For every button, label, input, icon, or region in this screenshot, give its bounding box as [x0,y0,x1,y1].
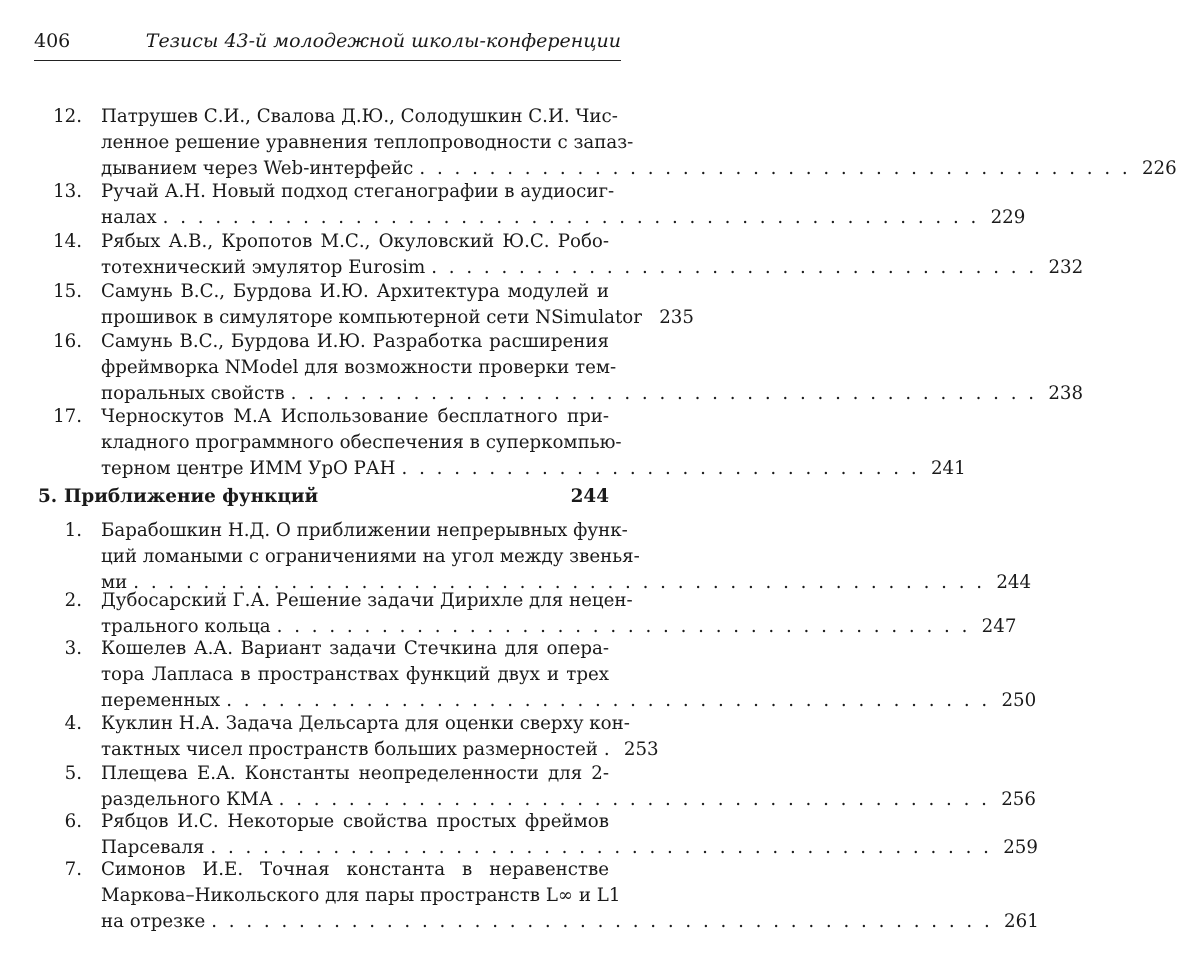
entry-text-end: поральных свойств [101,383,285,404]
entry-text-end: налах [101,207,157,228]
entry-text-line: тора Лапласа в пространствах функций двух и трех [101,664,609,685]
entry-text-line: Черноскутов М.А Использование бесплатного при- [101,406,609,427]
entry-page: 256 [1001,789,1036,810]
entry-page: 232 [1048,257,1084,278]
entry-number: 12. [53,106,82,127]
entry-page: 247 [981,616,1017,637]
entry-page: 244 [996,572,1032,593]
entry-page: 259 [1003,837,1038,858]
entry-number: 3. [64,638,82,659]
entry-last-line [101,207,1026,228]
entry-text-end: переменных [101,690,221,711]
entry-text-end: Парсеваля [101,837,205,858]
entry-text-line: Симонов И.Е. Точная константа в неравенстве [101,859,609,880]
entry-last-line [101,837,1038,858]
entry-page: 235 [659,307,694,328]
entry-page: 250 [1001,690,1037,711]
entry-page: 253 [623,739,659,760]
entry-text-line: Барабошкин Н.Д. О приближении непрерывных функ- [101,520,628,541]
entry-text-end: терном центре ИММ УрО РАН [101,458,396,479]
entry-text-line: ций ломаными с ограничениями на угол между звенья- [101,546,640,567]
leader-dots: . . . . . . . . . . . . . . . . . . . . . . . . . . . . . . . . . . . [431,257,1038,278]
entry-last-line [101,739,659,760]
entry-number: 2. [64,590,82,611]
entry-page: 226 [1141,158,1177,179]
leader-dots: . . . . . . . . . . . . . . . . . . . . . . . . . . . . . . . . . . . . . . . . . . . . . [211,911,993,932]
leader-dots: . [603,739,613,760]
entry-number: 7. [64,859,82,880]
entry-text-line: ленное решение уравнения теплопроводности с запаз- [101,132,634,153]
leader-dots: . . . . . . . . . . . . . . . . . . . . . . . . . . . . . . [401,458,920,479]
leader-dots: . . . . . . . . . . . . . . . . . . . . . . . . . . . . . . . . . . . . . . . . . [278,789,990,810]
leader-dots: . . . . . . . . . . . . . . . . . . . . . . . . . . . . . . . . . . . . . . . . . . . [290,383,1038,404]
entry-last-line [101,158,1177,179]
entry-number: 13. [53,181,82,202]
entry-number: 4. [64,713,82,734]
entry-text-end: на отрезке [101,911,206,932]
entry-number: 14. [53,231,82,252]
entry-text-line: Плещева Е.А. Константы неопределенности для 2- [101,763,609,784]
entry-last-line [101,458,966,479]
entry-page: 241 [930,458,966,479]
entry-text-end: трального кольца [101,616,271,637]
leader-dots: . . . . . . . . . . . . . . . . . . . . . . . . . . . . . . . . . . . . . . . . . . . . . [210,837,992,858]
entry-text-line: Кошелев А.А. Вариант задачи Стечкина для опера- [101,638,609,659]
entry-text-end: ми [101,572,128,593]
entry-last-line [101,690,1037,711]
entry-text-line: Рябых А.В., Кропотов М.С., Окуловский Ю.С. Робо- [101,231,609,252]
entry-last-line [101,911,1039,932]
entry-number: 15. [53,281,82,302]
page-number: 406 [34,30,71,52]
entry-text-line: Патрушев С.И., Свалова Д.Ю., Солодушкин С.И. Чис- [101,106,618,127]
entry-text-line: фреймворка NModel для возможности проверки тем- [101,357,617,378]
entry-last-line [101,616,1017,637]
entry-text-line: кладного программного обеспечения в суперкомпью- [101,432,622,453]
entry-text-end: тактных чисел пространств больших размерностей [101,739,598,760]
entry-text-end: дыванием через Web-интерфейс [101,158,414,179]
entry-last-line [101,383,1084,404]
entry-last-line [101,307,694,328]
entry-number: 17. [53,406,82,427]
entry-last-line [101,789,1036,810]
entry-number: 5. [64,763,82,784]
running-header [34,30,621,61]
entry-last-line [101,257,1084,278]
entry-text-line: Куклин Н.А. Задача Дельсарта для оценки сверху кон- [101,713,630,734]
leader-dots: . . . . . . . . . . . . . . . . . . . . . . . . . . . . . . . . . . . . . . . . . . . . . . . [162,207,980,228]
entry-page: 229 [990,207,1026,228]
entry-text-end: прошивок в симуляторе компьютерной сети NSimulator [101,307,642,328]
running-title: Тезисы 43-й молодежной школы-конференции [145,30,621,52]
section-title: Приближение функций [64,486,319,507]
entry-text-line: Дубосарский Г.А. Решение задачи Дирихле для нецен- [101,590,633,611]
entry-number: 16. [53,331,82,352]
entry-text-end: раздельного КМА [101,789,273,810]
leader-dots: . . . . . . . . . . . . . . . . . . . . . . . . . . . . . . . . . . . . . . . . . . . . [226,690,991,711]
entry-page: 238 [1048,383,1084,404]
leader-dots: . . . . . . . . . . . . . . . . . . . . . . . . . . . . . . . . . . . . . . . . . . . . . . . . . [133,572,986,593]
entry-text-line: Рябцов И.С. Некоторые свойства простых фреймов [101,811,609,832]
section-number: 5. [38,486,58,507]
leader-dots: . . . . . . . . . . . . . . . . . . . . . . . . . . . . . . . . . . . . . . . . . [419,158,1131,179]
entry-text-line: Самунь В.С., Бурдова И.Ю. Архитектура модулей и [101,281,609,302]
section-page: 244 [570,486,609,507]
entry-text-line: Маркова–Никольского для пары пространств L∞ и L1 [101,885,621,906]
entry-text-line: Самунь В.С., Бурдова И.Ю. Разработка расширения [101,331,609,352]
entry-page: 261 [1004,911,1039,932]
entry-text-line: Ручай А.Н. Новый подход стеганографии в аудиосиг- [101,181,615,202]
entry-text-end: тотехнический эмулятор Eurosim [101,257,426,278]
leader-dots: . . . . . . . . . . . . . . . . . . . . . . . . . . . . . . . . . . . . . . . . [276,616,971,637]
entry-number: 6. [64,811,82,832]
entry-number: 1. [64,520,82,541]
